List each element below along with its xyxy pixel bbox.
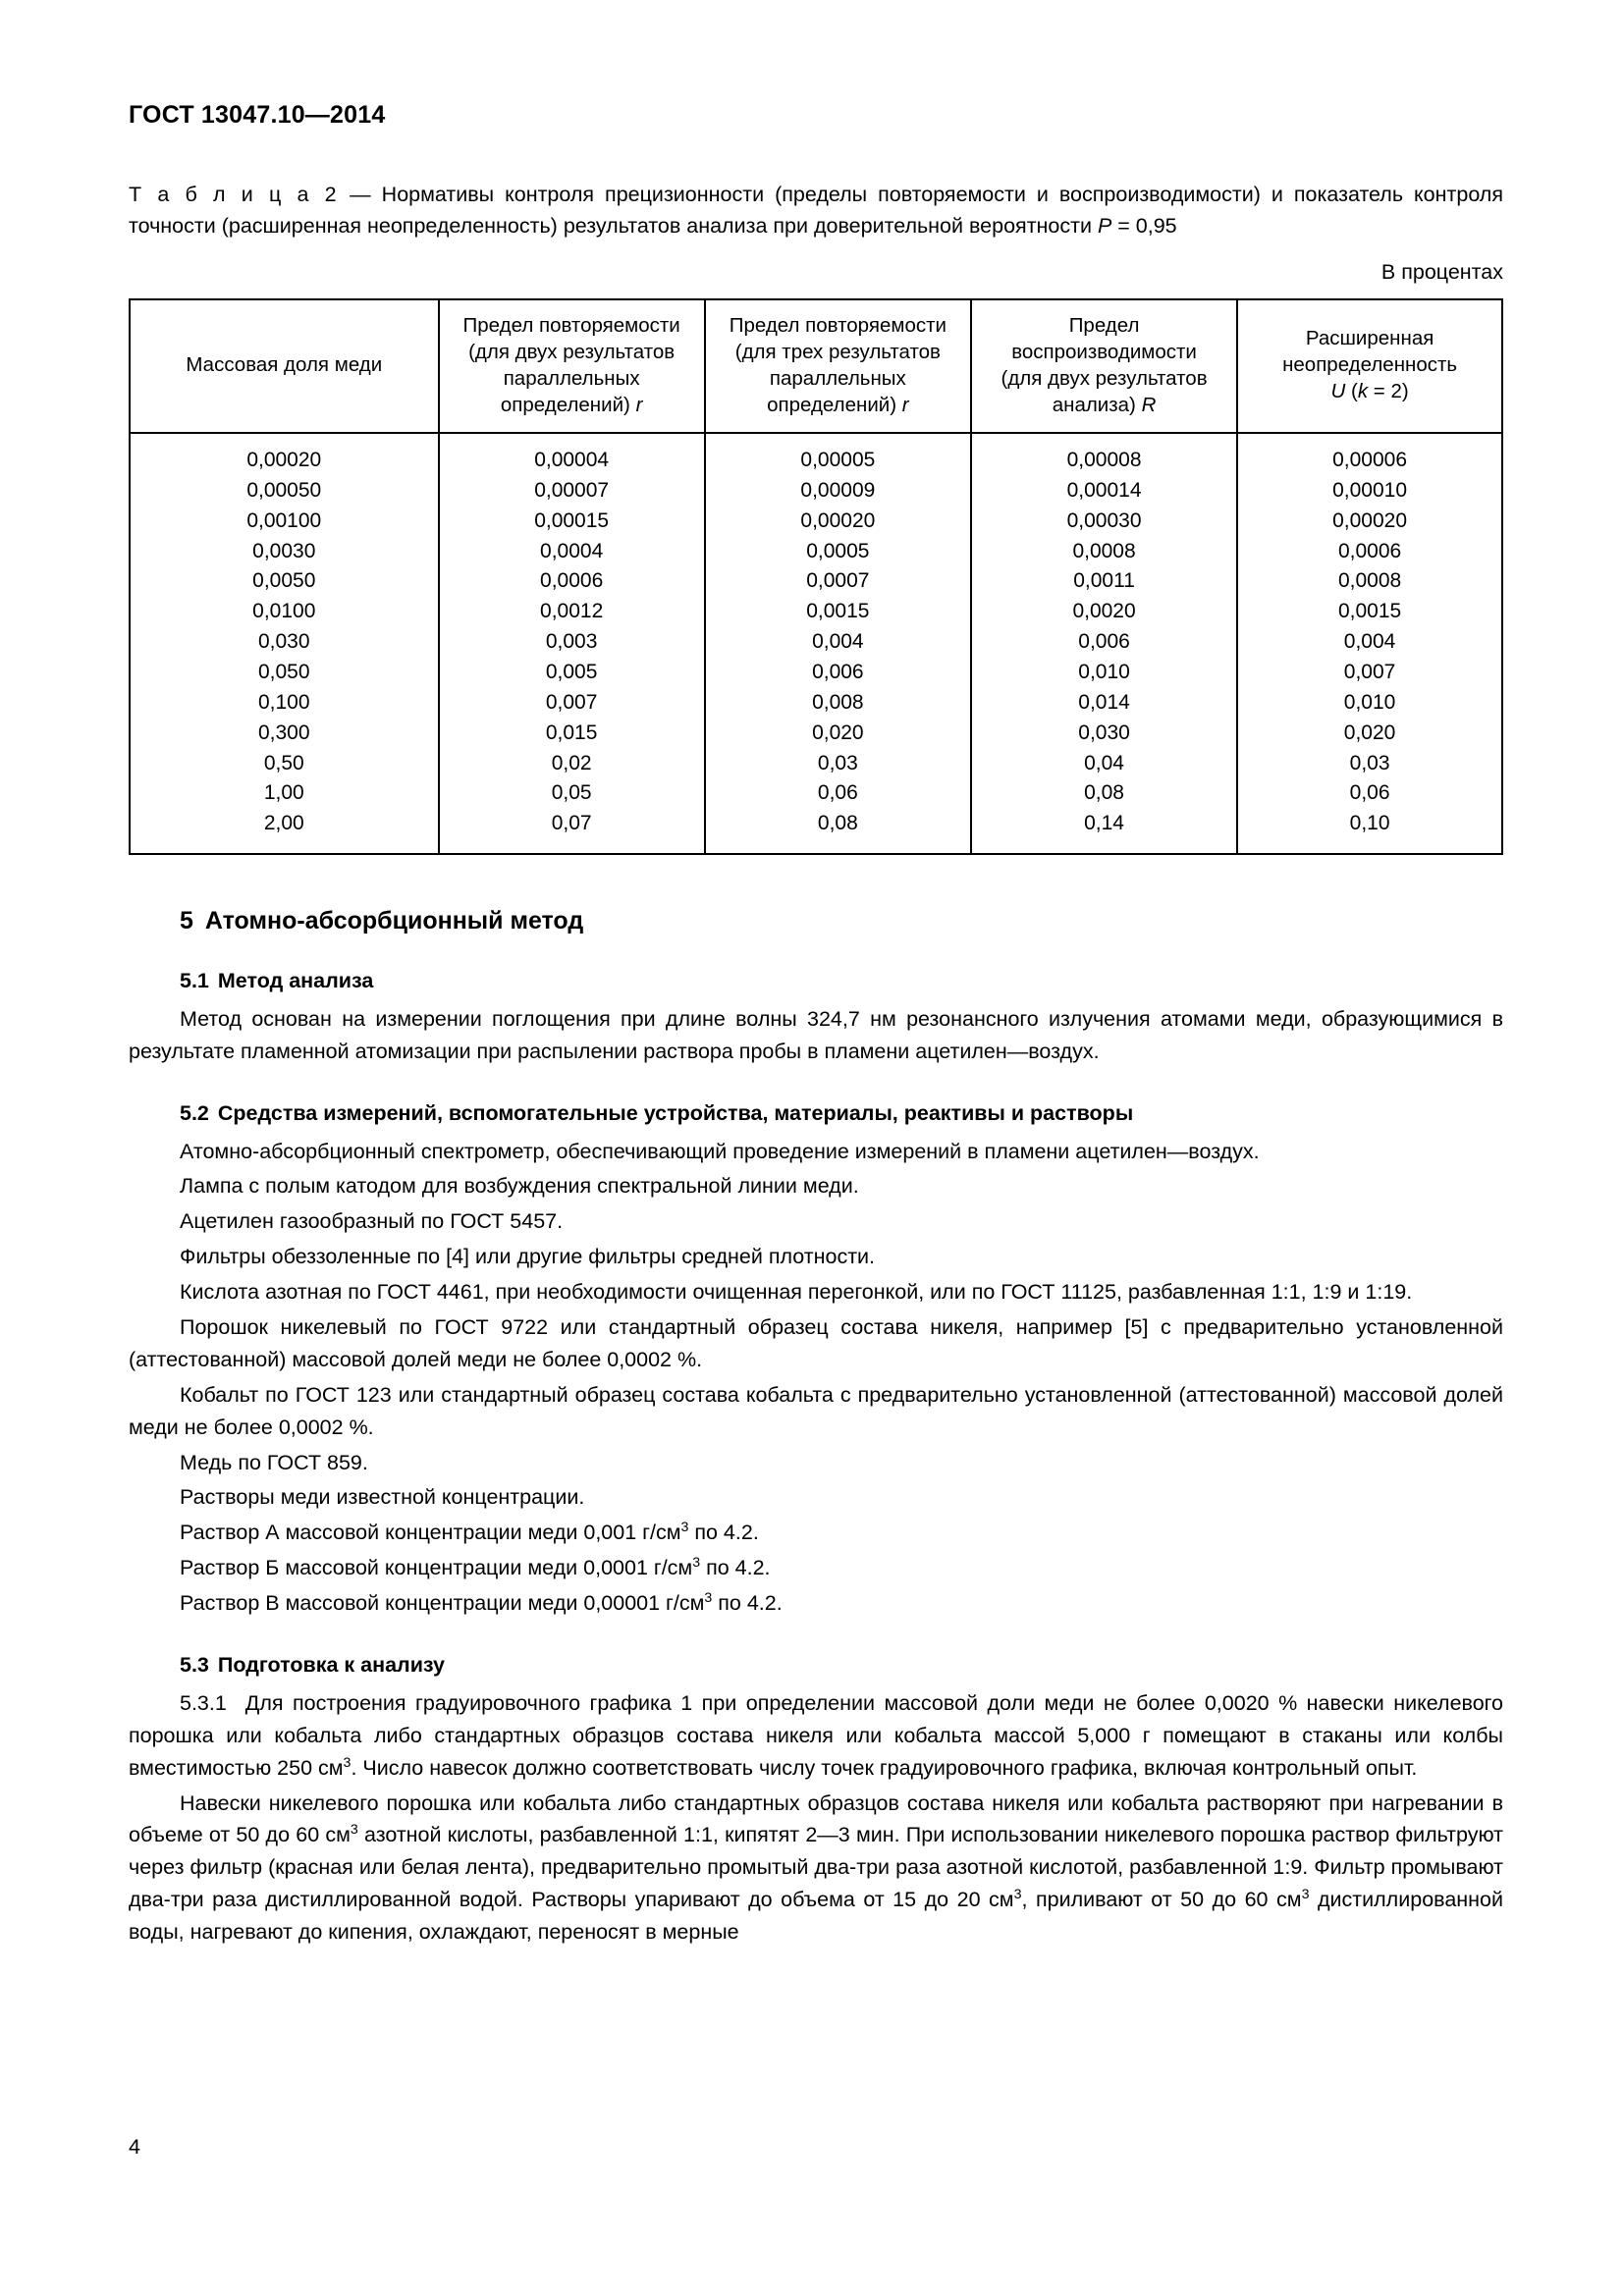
precision-control-table	[129, 298, 1503, 855]
column-mass-fraction	[130, 299, 439, 433]
solution-b-ref: по 4.2.	[700, 1556, 771, 1580]
section-heading-5-1	[180, 969, 1503, 994]
table-cell-value: 0,00008	[1066, 449, 1142, 472]
header-line: Предел	[1068, 313, 1140, 337]
section-title-5-3: Подготовка к анализу	[217, 1653, 446, 1678]
table-cell-value: 0,06	[1349, 781, 1390, 805]
table-cell-value: 0,02	[551, 751, 592, 774]
paragraph-nitric-acid: Кислота азотная по ГОСТ 4461, при необходимости очищенная перегонкой, или по ГОСТ 11125, разбавленная 1:1, 1:9 и 1:19.	[180, 1280, 1413, 1305]
table-cell-value: 0,050	[257, 661, 310, 684]
table-cell-value: 0,0005	[806, 539, 870, 562]
table-cell-value: 0,00030	[1066, 508, 1142, 532]
paragraph-5-1-method: Метод основан на измерении поглощения при длине волны 324,7 нм резонансного излучения атомами меди, образующимися в результате пламенной атомизации при распылении раствора пробы в пламени ацетилен—воздух.	[129, 1007, 1503, 1063]
table-cell-value: 0,100	[257, 690, 310, 714]
clause-5-3-2-text-c: , приливают от 50 до 60 см	[1021, 1888, 1302, 1912]
table-cell-value: 0,030	[257, 630, 310, 654]
table-body	[130, 433, 1502, 854]
table-cell-value: 0,0020	[1072, 600, 1136, 623]
solution-a-text: Раствор А массовой концентрации меди 0,001 г/см	[180, 1521, 681, 1545]
table-cell-value: 0,00009	[800, 478, 876, 502]
table-cell-value: 0,008	[812, 690, 864, 714]
paragraph-cobalt: Кобальт по ГОСТ 123 или стандартный образец состава кобальта с предварительно установленной (аттестованной) массовой долей меди не более 0,0002 %.	[129, 1382, 1503, 1439]
table-caption-probability-symbol: P	[1097, 214, 1112, 239]
solution-v-text: Раствор В массовой концентрации меди 0,00001 г/см	[180, 1591, 705, 1616]
table-cell-value: 0,0011	[1073, 569, 1135, 593]
solution-b-text: Раствор Б массовой концентрации меди 0,0001 г/см	[180, 1556, 693, 1580]
section-heading-5	[180, 906, 1503, 935]
solution-v-exponent: 3	[704, 1590, 713, 1606]
table-cell-value: 0,004	[812, 630, 864, 654]
page-number: 4	[129, 2135, 140, 2159]
table-cell-value: 0,00005	[800, 449, 876, 472]
table-cell-value: 0,007	[1343, 661, 1396, 684]
table-cell-value: 0,0007	[806, 569, 870, 593]
paragraph-spectrometer: Атомно-абсорбционный спектрометр, обеспечивающий проведение измерений в пламени ацетилен—воздух.	[180, 1139, 1260, 1163]
paragraph-solution-a	[129, 1517, 1503, 1549]
clause-5-3-2-exponent-1: 3	[350, 1822, 358, 1839]
paragraph-copper-solutions: Растворы меди известной концентрации.	[180, 1485, 585, 1510]
paragraph-nickel-powder: Порошок никелевый по ГОСТ 9722 или стандартный образец состава никеля, например [5] с предварительно установленной (аттестованной) массовой долей меди не более 0,0002 %.	[129, 1315, 1503, 1371]
header-line: (для двух результатов	[1001, 366, 1208, 390]
table-units-note: В процентах	[1380, 259, 1503, 284]
cell-column-mass-fraction	[130, 433, 439, 854]
table-cell-value: 0,00020	[800, 508, 876, 532]
table-cell-value: 0,00014	[1066, 478, 1142, 502]
header-line: Предел повторяемости	[462, 313, 680, 337]
table-cell-value: 0,003	[545, 630, 598, 654]
table-cell-value: 0,00015	[534, 508, 610, 532]
table-head	[130, 299, 1502, 433]
paragraph-5-3-1	[129, 1687, 1503, 1785]
table-cell-value: 1,00	[263, 781, 304, 805]
paragraph-solution-b	[129, 1552, 1503, 1584]
cell-column-repeatability-two	[439, 433, 705, 854]
table-caption-label: Т а б л и ц а 2	[129, 182, 340, 206]
section-title-5-1: Метод анализа	[217, 969, 374, 993]
section-heading-5-3	[180, 1653, 1503, 1679]
table-cell-value: 0,0004	[540, 539, 604, 562]
table-cell-value: 0,0008	[1337, 569, 1402, 593]
table-cell-value: 0,00020	[246, 449, 322, 472]
table-cell-value: 0,0006	[1337, 539, 1402, 562]
header-symbol: U (k = 2)	[1330, 380, 1409, 403]
table-cell-value: 0,00004	[534, 449, 610, 472]
header-symbol: r	[635, 393, 643, 416]
header-line: неопределенность	[1282, 353, 1458, 377]
table-cell-value: 0,020	[1343, 721, 1396, 744]
table-cell-value: 0,0015	[806, 600, 870, 623]
header-line: (для трех результатов	[734, 340, 941, 363]
table-cell-value: 0,08	[1084, 781, 1124, 805]
table-cell-value: 0,00050	[246, 478, 322, 502]
table-cell-value: 0,0006	[540, 569, 604, 593]
table-row	[130, 433, 1502, 854]
clause-5-3-1-text-a: Для построения градуировочного графика 1 при определении массовой доли меди не более 0,0020 % навески никелевого порошка или кобальта либо стандартных образцов состава никеля или кобальта массой 5,000 г помещают в стаканы или колбы вместимостью 250 см	[129, 1690, 1504, 1780]
page-content	[129, 102, 1503, 1949]
table-cell-value: 0,00020	[1332, 508, 1408, 532]
clause-5-3-1-text-b: . Число навесок должно соответствовать числу точек градуировочного графика, включая контрольный опыт.	[351, 1755, 1418, 1780]
table-cell-value: 0,03	[1349, 751, 1390, 774]
paragraph-5-3-2	[129, 1788, 1503, 1949]
clause-5-3-2-exponent-3: 3	[1301, 1887, 1310, 1903]
table-caption-dash: —	[339, 182, 382, 206]
table-header-row	[130, 299, 1502, 433]
section-title-5-2: Средства измерений, вспомогательные устройства, материалы, реактивы и растворы	[217, 1100, 1134, 1125]
table-cell-value: 2,00	[263, 812, 304, 835]
table-cell-value: 0,0015	[1337, 600, 1402, 623]
table-cell-value: 0,00007	[534, 478, 610, 502]
solution-b-exponent: 3	[692, 1555, 701, 1572]
header-line: определений) r	[500, 393, 643, 416]
cell-column-expanded-uncertainty	[1237, 433, 1502, 854]
table-cell-value: 0,14	[1084, 812, 1124, 835]
running-header: ГОСТ 13047.10—2014	[129, 101, 386, 129]
table-cell-value: 0,007	[545, 690, 598, 714]
solution-v-ref: по 4.2.	[712, 1591, 783, 1616]
table-caption	[129, 179, 1503, 242]
cell-column-reproducibility	[971, 433, 1237, 854]
header-line: (для двух результатов	[468, 340, 676, 363]
table-cell-value: 0,0050	[252, 569, 316, 593]
table-cell-value: 0,014	[1078, 690, 1130, 714]
clause-5-3-1-exponent: 3	[343, 1754, 352, 1771]
table-caption-probability-value: = 0,95	[1111, 214, 1177, 239]
section-heading-5-2	[180, 1101, 1503, 1127]
table-cell-value: 0,05	[551, 781, 592, 805]
table-cell-value: 0,0030	[252, 539, 316, 562]
table-cell-value: 0,030	[1078, 721, 1130, 744]
header-line: воспроизводимости	[1011, 340, 1197, 363]
header-line	[1244, 378, 1495, 404]
table-cell-value: 0,07	[551, 812, 592, 835]
section-number-5-1: 5.1	[180, 969, 209, 993]
cell-column-repeatability-three	[705, 433, 971, 854]
section-title-5: Атомно-абсорбционный метод	[204, 907, 584, 935]
solution-a-ref: по 4.2.	[688, 1521, 759, 1545]
solution-a-exponent: 3	[680, 1520, 689, 1536]
table-cell-value: 0,0100	[252, 600, 316, 623]
column-expanded-uncertainty	[1237, 299, 1502, 433]
clause-5-3-2-text-d: дистиллированной воды, нагревают до кипения, охлаждают, переносят в мерные	[129, 1888, 1503, 1945]
table-cell-value: 0,015	[545, 721, 598, 744]
header-line: определений) r	[767, 393, 909, 416]
column-reproducibility	[971, 299, 1237, 433]
header-line: параллельных	[503, 366, 640, 390]
header-symbol: R	[1141, 393, 1157, 416]
table-cell-value: 0,10	[1349, 812, 1390, 835]
paragraph-solution-v	[129, 1587, 1503, 1620]
table-cell-value: 0,010	[1343, 690, 1396, 714]
column-repeatability-two	[439, 299, 705, 433]
table-cell-value: 0,06	[817, 781, 858, 805]
table-cell-value: 0,010	[1078, 661, 1130, 684]
table-cell-value: 0,0008	[1072, 539, 1136, 562]
table-cell-value: 0,300	[257, 721, 310, 744]
table-cell-value: 0,006	[812, 661, 864, 684]
header-line: Предел повторяемости	[729, 313, 947, 337]
column-repeatability-three	[705, 299, 971, 433]
header-line: Массовая доля меди	[186, 353, 383, 377]
clause-5-3-2-text-a: Навески никелевого порошка или кобальта либо стандартных образцов состава никеля или кобальта растворяют при нагревании в объеме от 50 до 60 см	[129, 1790, 1503, 1847]
table-cell-value: 0,08	[817, 812, 858, 835]
paragraph-filters: Фильтры обеззоленные по [4] или другие фильтры средней плотности.	[180, 1245, 876, 1269]
table-cell-value: 0,50	[263, 751, 304, 774]
paragraph-hollow-cathode-lamp: Лампа с полым катодом для возбуждения спектральной линии меди.	[180, 1174, 859, 1199]
table-cell-value: 0,005	[545, 661, 598, 684]
table-cell-value: 0,00010	[1332, 478, 1408, 502]
section-number-5-2: 5.2	[180, 1100, 209, 1125]
header-line: Расширенная	[1305, 327, 1434, 350]
table-cell-value: 0,03	[817, 751, 858, 774]
section-number-5: 5	[180, 907, 193, 935]
table-cell-value: 0,020	[812, 721, 864, 744]
table-cell-value: 0,00006	[1332, 449, 1408, 472]
clause-5-3-2-exponent-2: 3	[1013, 1887, 1022, 1903]
header-symbol: r	[901, 393, 909, 416]
header-line: параллельных	[769, 366, 906, 390]
paragraph-copper: Медь по ГОСТ 859.	[180, 1450, 368, 1474]
clause-number-5-3-1: 5.3.1	[180, 1690, 227, 1715]
clause-5-3-2-text-b: азотной кислоты, разбавленной 1:1, кипятят 2—3 мин. При использовании никелевого порошка раствор фильтруют через фильтр (красная или белая лента), предварительно промытый два-три раза азотной кислотой, разбавленной 1:9. Фильтр промывают два-три раза дистиллированной водой. Растворы упаривают до объема от 15 до 20 см	[129, 1823, 1503, 1912]
paragraph-acetylene: Ацетилен газообразный по ГОСТ 5457.	[180, 1209, 564, 1234]
table-caption-text: Нормативы контроля прецизионности (пределы повторяемости и воспроизводимости) и показатель контроля точности (расширенная неопределенность) результатов анализа при доверительной вероятности	[129, 182, 1503, 239]
table-cell-value: 0,0012	[540, 600, 604, 623]
table-cell-value: 0,04	[1084, 751, 1124, 774]
table-cell-value: 0,00100	[246, 508, 322, 532]
header-line: анализа) R	[1052, 393, 1157, 416]
table-cell-value: 0,004	[1343, 630, 1396, 654]
section-number-5-3: 5.3	[180, 1653, 209, 1678]
table-cell-value: 0,006	[1078, 630, 1130, 654]
